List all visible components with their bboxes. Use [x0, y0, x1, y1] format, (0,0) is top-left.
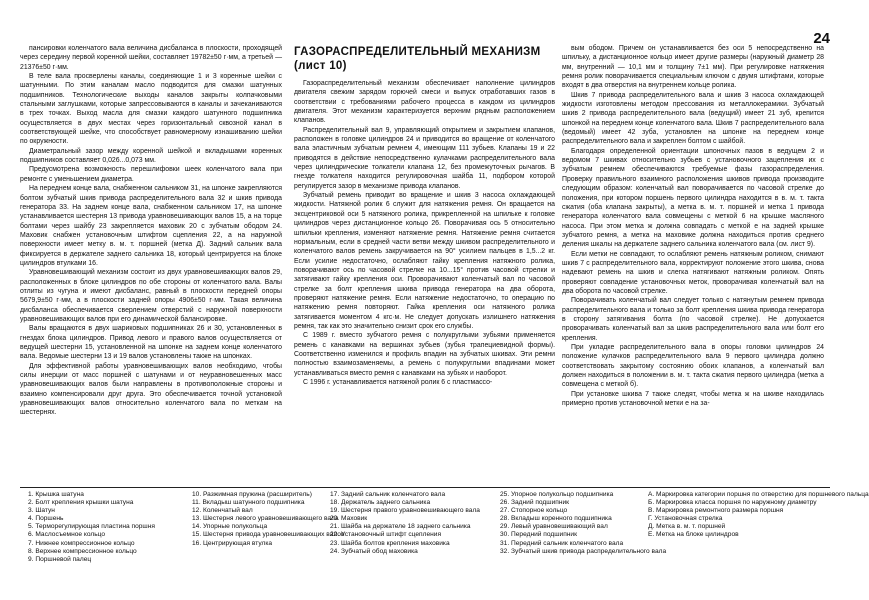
- legend-item: 21. Шайба на держателе 18 заднего сальника: [330, 523, 471, 531]
- legend-item: 29. Левый уравновешивающий вал: [500, 523, 608, 531]
- legend-item: 25. Упорное полукольцо подшипника: [500, 491, 614, 498]
- legend-item: 5. Терморегулирующая пластина поршня: [28, 523, 155, 531]
- page-number: 24: [813, 30, 830, 47]
- paragraph: При укладке распределительного вала в опоры головки цилиндров 24 положение кулачков распределительного вала 9 первого цилиндра должно соответствовать закрытому состоянию обоих клапанов, а коленчатый вал должен находиться в положении в. м. т. такта сжатия первого цилиндра (метка а совмещена с меткой б).: [562, 344, 824, 389]
- legend-item: 27. Стопорное кольцо: [500, 507, 568, 515]
- legend-item: 19. Шестерня правого уравновешивающего вала: [330, 507, 480, 515]
- legend-item: Б. Маркировка класса поршня по наружному диаметру: [648, 499, 817, 507]
- legend-item: 16. Центрирующая втулка: [192, 539, 273, 547]
- legend-item: 7. Нижнее компрессионное кольцо: [28, 539, 135, 547]
- legend-item: 20. Маховик: [330, 515, 368, 523]
- legend-item: 2. Болт крепления крышки шатуна: [28, 499, 134, 507]
- middle-column: [294, 44, 555, 387]
- paragraph: На переднем конце вала, снабженном сальником 31, на шпонке закрепляются болтом зубчатый шкив привода распределительного вала 32 и шкив привода генератора 33. На заднем конце вала, снабженном сальником 17, на шпонке устанавливается шестерня 13 привода уравновешивающих валов 15, а на торце болтами через шайбу 23 закрепляется маховик 20 с зубчатым ободом 24. Маховик снабжен установочным штифтом сцепления 22, а на наружной поверхности имеет метку в. м. т. поршней (метка Д). Задний сальник вала фиксируется в держателе заднего сальника 18, который центрируется на блоке цилиндров втулками 16.: [20, 185, 282, 267]
- legend-item: 11. Вкладыш шатунного подшипника: [192, 499, 305, 507]
- legend-item: А. Маркировка категории поршня по отверстию для поршневого пальца: [648, 491, 869, 498]
- paragraph: Зубчатый ремень приводит во вращение и шкив 3 насоса охлаждающей жидкости. Натяжной ролик 6 служит для натяжения ремня. Он вращается на эксцентриковой оси 5 натяжного ролика, прикрепленной на шпильке к головке цилиндров через дистанционное кольцо 26. Поворачивая ось 5 относительно шпильки крепления, изменяют натяжение ремня. Натяжение ремня считается нормальным, если в средней части ветви между шкивом распределительного и коленчатого валов ремень закручивается на 90° усилием пальцев в 1,5...2 кг. Если усилие недостаточно, ослабляют гайку крепления натяжного ролика, поворачивают ось по часовой стрелке на 10...15° против часовой стрелки и затягивают гайку крепления оси. Проворачивают коленчатый вал по часовой стрелке за болт крепления шкива привода генератора на два оборота, проверяют натяжение ремня. Если натяжение недостаточно, то операцию по натяжению ремня повторяют. Гайка крепления оси натяжного ролика затягивается моментом 4 кгс·м. Не следует допускать излишнего натяжения ремня, так как это значительно снизит срок его службы.: [294, 192, 555, 330]
- legend-item: 24. Зубчатый обод маховика: [330, 547, 418, 555]
- legend-item: 22. Установочный штифт сцепления: [330, 531, 442, 539]
- legend-item: 31. Передний сальник коленчатого вала: [500, 539, 624, 547]
- legend-item: Г. Установочная стрелка: [648, 515, 723, 523]
- paragraph: Распределительный вал 9, управляющий открытием и закрытием клапанов, расположен в головке цилиндров 24 и приводится во вращение от коленчатого вала эластичным зубчатым ремнем 4, имеющим 111 зубьев. Клапаны 19 и 22 приводятся в действие непосредственно кулачками распределительного вала через цилиндрические толкатели клапана 12, без промежуточных рычагов. В гнезде толкателя находится регулировочная шайба 11, подбором которой регулируется зазор в механизме привода клапанов.: [294, 126, 555, 190]
- right-column: [562, 44, 824, 408]
- legend-column-2: [192, 491, 345, 548]
- paragraph: Уравновешивающий механизм состоит из двух уравновешивающих валов 29, расположенных в блоке цилиндров по обе стороны от коленчатого вала. Валы отлиты из чугуна и имеют дисбаланс, равный в плоскости передней опоры 5679,9±50 г·мм, а в плоскости задней опоры 4906±50 г·мм. Такая величина дисбаланса обеспечивается сверлением отверстий с наружной поверхности уравновешивающих валов при его динамической балансировке.: [20, 269, 282, 323]
- paragraph: Диаметральный зазор между коренной шейкой и вкладышами коренных подшипников составляет 0,026...0,073 мм.: [20, 147, 282, 165]
- paragraph: пансировки коленчатого вала величина дисбаланса в плоскости, проходящей через середину первой коренной шейки, составляет 19782±50 г·мм, а третьей — 21376±50 г·мм.: [20, 45, 282, 71]
- legend-item: 32. Зубчатый шкив привода распределительного вала: [500, 547, 667, 555]
- paragraph: Газораспределительный механизм обеспечивает наполнение цилиндров двигателя свежим зарядом горючей смеси и выпуск отработавших газов в соответствии с требованиями рабочего процесса в каждом из цилиндров двигателя. Этот механизм характеризуется верхним рядным расположением клапанов.: [294, 80, 555, 125]
- legend-column-4: [500, 491, 667, 556]
- legend-item: В. Маркировка ремонтного размера поршня: [648, 507, 784, 515]
- left-column: [20, 44, 282, 418]
- legend-item: 28. Вкладыш коренного подшипника: [500, 515, 612, 523]
- paragraph: Для эффективной работы уравновешивающих валов необходимо, чтобы силы инерции от масс поршней с шатунами и от неуравновешенных масс уравновешивающих валов были направлены в противоположные стороны и взаимно компенсировали друг друга. Это обеспечивается точной установкой уравновешивающих валов относительно коленчатого вала по меткам на шестернях.: [20, 362, 282, 417]
- paragraph: С 1989 г. вместо зубчатого ремня с полукруглыми зубьями применяется ремень с канавками на вершинах зубьев (зубья трапециевидной формы). Соответственно изменился и профиль впадин на зубчатых шкивах. Эти ремни полностью взаимозаменяемы, а ремень с полукруглыми впадинами может устанавливаться вместо ремня с канавками на зубьях и наоборот.: [294, 332, 555, 377]
- legend-item: 14. Упорные полукольца: [192, 523, 268, 531]
- paragraph: Благодаря определенной ориентации шпоночных пазов в ведущем 2 и ведомом 7 шкивах относительно зубьев с установочного зацепления их с зубчатым ремнем обеспечиваются требуемые фазы газораспределения. Проверку правильного взаимного расположения шкивов привода производите следующим образом: коленчатый вал поворачивается по часовой стрелке до положения, при котором поршень первого цилиндра находится в в. м. т. такта сжатия (оба клапана закрыты), а метка в. м. т. поршней и метка 1 привода генератора коленчатого вала совмещены с меткой 6 на крышке масляного насоса. При этом метка ж должна совпадать с меткой е на задней крышке зубчатого ремня, а метка на маховике должна находиться против среднего деления шкалы на держателе заднего сальника коленчатого вала (см. лист 9).: [562, 147, 824, 249]
- legend-item: Д. Метка в. м. т. поршней: [648, 523, 726, 531]
- legend-item: 3. Шатун: [28, 507, 55, 515]
- legend-item: 6. Маслосъемное кольцо: [28, 531, 106, 539]
- legend-item: 15. Шестерня привода уравновешивающих валов: [192, 531, 345, 539]
- legend-item: 9. Поршневой палец: [28, 555, 92, 563]
- paragraph: Валы вращаются в двух шариковых подшипниках 26 и 30, установленных в гнездах блока цилиндров. Привод левого и правого валов осуществляется от ведущей шестерни 15, установленной на шпонке на заднем конце коленчатого вала. Ведомые шестерни 13 и 19 валов установлены также на шпонках.: [20, 325, 282, 361]
- legend-item: 30. Передний подшипник: [500, 531, 577, 539]
- legend-item: 8. Верхнее компрессионное кольцо: [28, 547, 137, 555]
- legend-item: 26. Задний подшипник: [500, 499, 570, 507]
- legend-item: 17. Задний сальник коленчатого вала: [330, 491, 446, 498]
- paragraph: Поворачивать коленчатый вал следует только с натянутым ремнем привода распределительного вала и только за болт крепления шкива привода генератора в сторону затягивания болта (по часовой стрелке). Не допускается проворачивать коленчатый вал за шкив распределительного вала или болт его крепления.: [562, 297, 824, 342]
- paragraph: Если метки не совпадают, то ослабляют ремень натяжным роликом, снимают шкив 7 с распределительного вала, корректируют положение этого шкива, снова надевают ремень на шкив и слегка натягивают натяжным роликом. Опять проверяют совпадение установочных меток, проворачивая коленчатый вал на два оборота по часовой стрелке.: [562, 250, 824, 295]
- legend-item: Е. Метка на блоке цилиндров: [648, 531, 739, 539]
- legend-column-1: [28, 491, 186, 564]
- legend-item: 12. Коленчатый вал: [192, 507, 253, 515]
- legend-item: 4. Поршень: [28, 515, 64, 523]
- section-heading: ГАЗОРАСПРЕДЕЛИТЕЛЬНЫЙ МЕХАНИЗМ (лист 10): [294, 46, 541, 72]
- legend-item: 18. Держатель заднего сальника: [330, 499, 431, 507]
- paragraph: Предусмотрена возможность перешлифовки шеек коленчатого вала при ремонте с уменьшением диаметра.: [20, 166, 282, 183]
- paragraph: Шкив 7 привода распределительного вала и шкив 3 насоса охлаждающей жидкости изготовлены методом прессования из металлокерамики. Зубчатый шкив 2 привода распределительного вала (ведущий) имеет 21 зуб, крепится шпонкой на переднем конце коленчатого вала. Шкив 7 распределительного вала (ведомый) имеет 42 зуба, установлен на шпонке на переднем конце распределительного вала и закреплен болтом с шайбой.: [562, 91, 824, 146]
- legend-column-3: [330, 491, 500, 556]
- paragraph: С 1996 г. устанавливается натяжной ролик 6 с пластмассо-: [303, 379, 493, 386]
- paragraph: вым ободом. Причем он устанавливается без оси 5 непосредственно на шпильку, а дистанционное кольцо имеет другие размеры (наружный диаметр 28 мм, внутренний — 10,1 мм и толщину 7±1 мм). При регулировке натяжения ремня ролик поворачивается специальным ключом с двумя штифтами, которые входят в два отверстия на внутреннем кольце ролика.: [562, 45, 824, 90]
- legend-item: 1. Крышка шатуна: [28, 491, 84, 498]
- legend-divider: [20, 487, 830, 488]
- legend-item: 10. Разжимная пружина (расширитель): [192, 491, 312, 498]
- legend-item: 23. Шайба болтов крепления маховика: [330, 539, 450, 547]
- legend-item: 13. Шестерня левого уравновешивающего вала: [192, 515, 339, 523]
- legend-column-5: [648, 491, 869, 540]
- paragraph: При установке шкива 7 также следят, чтобы метка ж на шкиве находилась примерно против установочной метки е на за-: [562, 390, 824, 408]
- paragraph: В теле вала просверлены каналы, соединяющие 1 и 3 коренные шейки с шатунными. По этим каналам масло подводится для смазки шатунных подшипников. Технологические выходы каналов закрыты колпачковыми стальными заглушками, которые запрессовываются в каналы и зачеканиваются в трех точках. Выход масла для смазки каждого шатунного подшипника осуществляется в двух местах через горизонтальный сквозной канал в соответствующей шейке, что способствует равномерному изнашиванию шейки по окружности.: [20, 73, 282, 146]
